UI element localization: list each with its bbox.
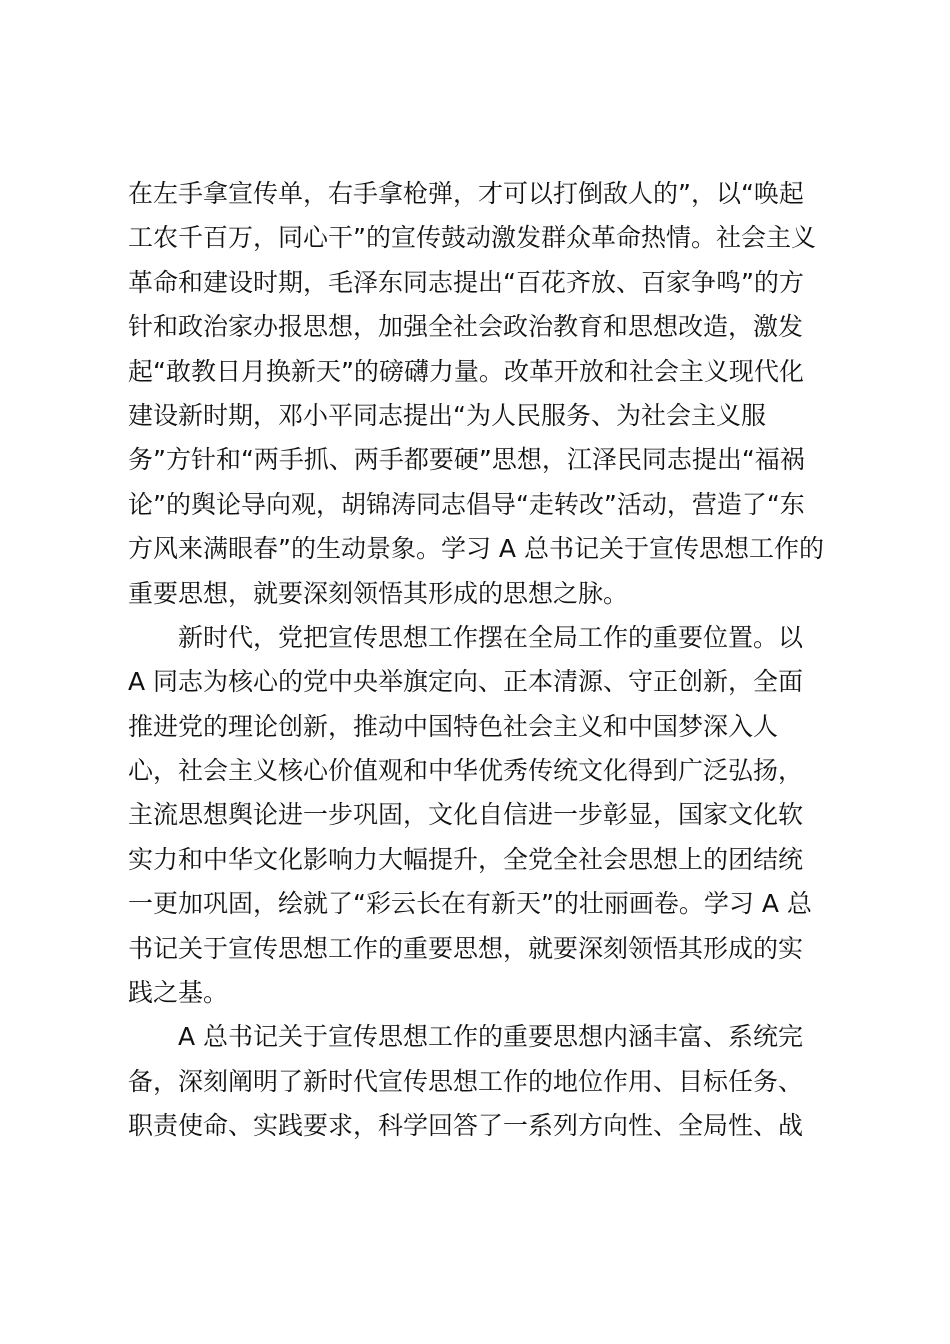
text-line: 革命和建设时期，毛泽东同志提出“百花齐放、百家争鸣”的方 — [128, 267, 804, 297]
text-line: 心，社会主义核心价值观和中华优秀传统文化得到广泛弘扬， — [128, 756, 804, 786]
text-line: 备，深刻阐明了新时代宣传思想工作的地位作用、目标任务、 — [128, 1066, 804, 1096]
text-line: 在左手拿宣传单，右手拿枪弹，才可以打倒敌人的”，以“唤起 — [128, 179, 804, 208]
paragraph-first-line: 新时代，党把宣传思想工作摆在全局工作的重要位置。以 — [178, 622, 804, 652]
text-line: 主流思想舆论进一步巩固，文化自信进一步彰显，国家文化软 — [128, 800, 804, 830]
text-line: 工农千百万，同心干”的宣传鼓动激发群众革命热情。社会主义 — [128, 223, 816, 253]
text-line: 实力和中华文化影响力大幅提升，全党全社会思想上的团结统 — [128, 844, 804, 874]
text-line: 书记关于宣传思想工作的重要思想，就要深刻领悟其形成的实 — [128, 933, 804, 963]
paragraph-first-line: A 总书记关于宣传思想工作的重要思想内涵丰富、系统完 — [178, 1022, 804, 1052]
text-line: A 同志为核心的党中央举旗定向、正本清源、守正创新，全面 — [128, 667, 804, 697]
text-line: 务”方针和“两手抓、两手都要硬”思想，江泽民同志提出“福祸 — [128, 445, 805, 475]
text-line: 职责使命、实践要求，科学回答了一系列方向性、全局性、战 — [128, 1111, 804, 1141]
document-body — [128, 172, 838, 1149]
text-line: 推进党的理论创新，推动中国特色社会主义和中国梦深入人 — [128, 711, 779, 741]
text-line: 方风来满眼春”的生动景象。学习 A 总书记关于宣传思想工作的 — [128, 534, 824, 564]
text-line: 践之基。 — [128, 978, 229, 1008]
text-line: 针和政治家办报思想，加强全社会政治教育和思想改造，激发 — [128, 312, 804, 342]
text-line: 起“敢教日月换新天”的磅礴力量。改革开放和社会主义现代化 — [128, 356, 804, 386]
text-line: 建设新时期，邓小平同志提出“为人民服务、为社会主义服 — [128, 400, 766, 430]
text-line: 一更加巩固，绘就了“彩云长在有新天”的壮丽画卷。学习 A 总 — [128, 889, 812, 919]
text-line: 重要思想，就要深刻领悟其形成的思想之脉。 — [128, 578, 629, 608]
text-line: 论”的舆论导向观，胡锦涛同志倡导“走转改”活动，营造了“东 — [128, 489, 805, 519]
